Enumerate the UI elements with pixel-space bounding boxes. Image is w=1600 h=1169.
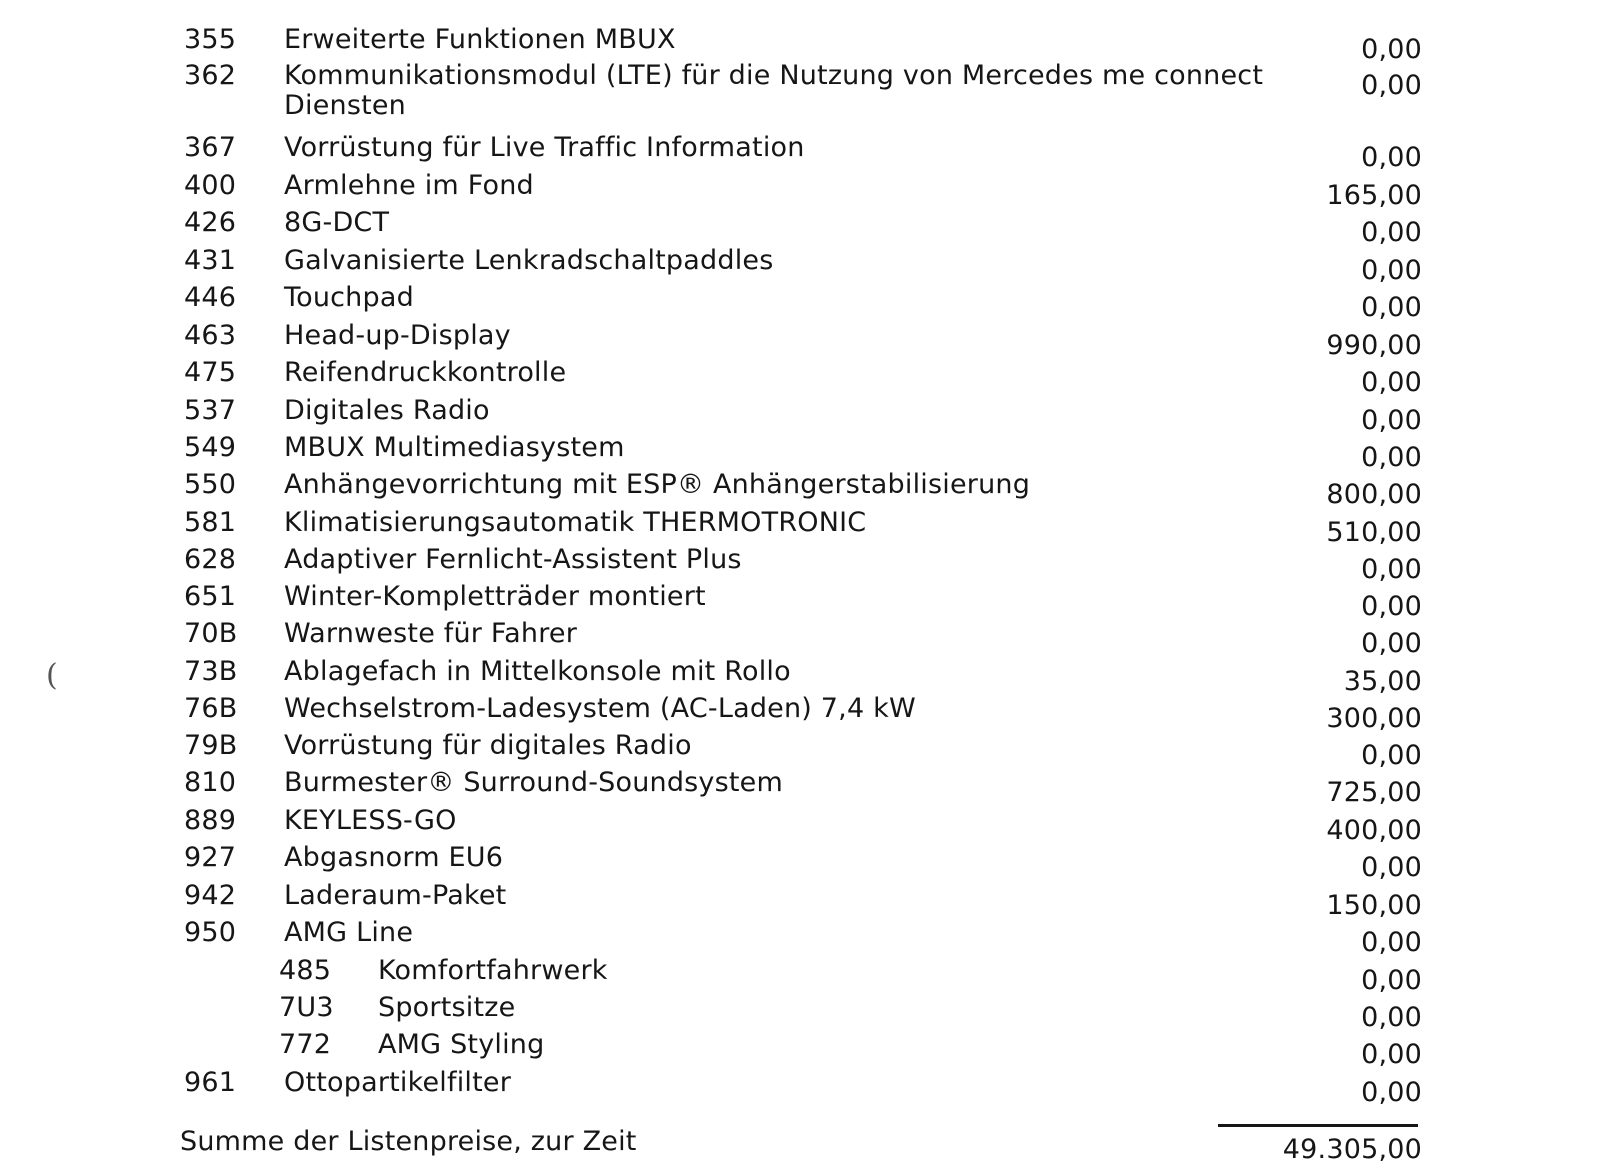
option-description: Adaptiver Fernlicht-Assistent Plus (284, 544, 742, 575)
option-row (0, 917, 1600, 958)
option-price: 0,00 (1361, 591, 1422, 622)
option-code: 446 (184, 282, 237, 313)
summary-value: 49.305,00 (1282, 1134, 1422, 1165)
option-row (0, 1029, 1600, 1070)
option-price: 0,00 (1361, 217, 1422, 248)
option-price: 0,00 (1361, 405, 1422, 436)
option-description: Burmester® Surround-Soundsystem (284, 767, 783, 798)
option-code: 889 (184, 805, 237, 836)
option-row (0, 805, 1600, 846)
option-row (0, 60, 1600, 121)
option-price: 0,00 (1361, 34, 1422, 65)
option-code: 400 (184, 170, 237, 201)
option-description: Laderaum-Paket (284, 880, 507, 911)
option-description: Reifendruckkontrolle (284, 357, 567, 388)
option-price: 0,00 (1361, 852, 1422, 883)
sum-rule (1218, 1124, 1418, 1127)
option-code: 355 (184, 24, 237, 55)
option-row (0, 469, 1600, 510)
option-description: Abgasnorm EU6 (284, 842, 504, 873)
option-code: 485 (279, 955, 332, 986)
option-row (0, 207, 1600, 248)
option-description: Galvanisierte Lenkradschaltpaddles (284, 245, 774, 276)
option-row (0, 581, 1600, 622)
option-row (0, 24, 1600, 65)
option-price: 0,00 (1361, 142, 1422, 173)
option-row (0, 245, 1600, 286)
option-description: Winter-Kompletträder montiert (284, 581, 706, 612)
option-code: 628 (184, 544, 237, 575)
option-price: 800,00 (1326, 479, 1422, 510)
option-description: Head-up-Display (284, 320, 511, 351)
option-price: 0,00 (1361, 255, 1422, 286)
option-code: 549 (184, 432, 237, 463)
option-description: Wechselstrom-Ladesystem (AC-Laden) 7,4 kW (284, 693, 916, 724)
option-price: 0,00 (1361, 927, 1422, 958)
option-row (0, 730, 1600, 771)
option-price: 400,00 (1326, 815, 1422, 846)
option-row (0, 880, 1600, 921)
option-price: 165,00 (1326, 180, 1422, 211)
option-price: 0,00 (1361, 70, 1422, 101)
option-description: Vorrüstung für Live Traffic Information (284, 132, 805, 163)
option-description: Erweiterte Funktionen MBUX (284, 24, 676, 55)
option-row (0, 1067, 1600, 1108)
option-row (0, 132, 1600, 173)
option-price: 35,00 (1343, 666, 1422, 697)
option-code: 70B (184, 618, 238, 649)
option-description: Ottopartikelfilter (284, 1067, 512, 1098)
option-price: 0,00 (1361, 292, 1422, 323)
option-description: Anhängevorrichtung mit ESP® Anhängerstabilisierung (284, 469, 1031, 500)
margin-mark: ( (46, 658, 58, 693)
option-row (0, 693, 1600, 734)
option-code: 927 (184, 842, 237, 873)
option-row (0, 320, 1600, 361)
option-row (0, 432, 1600, 473)
option-row (0, 544, 1600, 585)
option-price: 0,00 (1361, 740, 1422, 771)
option-row (0, 992, 1600, 1033)
option-row (0, 507, 1600, 548)
option-description: Armlehne im Fond (284, 170, 534, 201)
option-description: KEYLESS-GO (284, 805, 457, 836)
option-description: AMG Line (284, 917, 414, 948)
option-row (0, 395, 1600, 436)
option-description-continued: Diensten (284, 90, 406, 121)
option-code: 76B (184, 693, 238, 724)
option-code: 550 (184, 469, 237, 500)
option-code: 426 (184, 207, 237, 238)
option-price: 0,00 (1361, 367, 1422, 398)
option-price: 990,00 (1326, 330, 1422, 361)
option-code: 463 (184, 320, 237, 351)
option-code: 7U3 (279, 992, 334, 1023)
option-description: Vorrüstung für digitales Radio (284, 730, 692, 761)
option-price: 0,00 (1361, 1077, 1422, 1108)
option-code: 73B (184, 656, 238, 687)
option-code: 950 (184, 917, 237, 948)
option-row (0, 170, 1600, 211)
option-price: 0,00 (1361, 1039, 1422, 1070)
option-row (0, 618, 1600, 659)
option-description: Warnweste für Fahrer (284, 618, 578, 649)
option-price: 300,00 (1326, 703, 1422, 734)
option-description: Komfortfahrwerk (378, 955, 608, 986)
option-price: 0,00 (1361, 1002, 1422, 1033)
option-row (0, 282, 1600, 323)
option-row (0, 767, 1600, 808)
option-price: 0,00 (1361, 628, 1422, 659)
option-description: 8G-DCT (284, 207, 390, 238)
option-code: 537 (184, 395, 237, 426)
option-description: Klimatisierungsautomatik THERMOTRONIC (284, 507, 867, 538)
option-code: 367 (184, 132, 237, 163)
option-code: 651 (184, 581, 237, 612)
option-description: Touchpad (284, 282, 414, 313)
option-code: 961 (184, 1067, 237, 1098)
option-row (0, 656, 1600, 697)
option-code: 431 (184, 245, 237, 276)
option-code: 581 (184, 507, 237, 538)
option-price: 0,00 (1361, 965, 1422, 996)
option-row (0, 955, 1600, 996)
option-code: 942 (184, 880, 237, 911)
option-code: 772 (279, 1029, 332, 1060)
summary-label: Summe der Listenpreise, zur Zeit (180, 1126, 637, 1157)
option-row (0, 357, 1600, 398)
option-code: 810 (184, 767, 237, 798)
option-price: 0,00 (1361, 554, 1422, 585)
option-price: 725,00 (1326, 777, 1422, 808)
option-description: AMG Styling (378, 1029, 545, 1060)
option-price: 510,00 (1326, 517, 1422, 548)
option-code: 362 (184, 60, 237, 91)
option-price: 0,00 (1361, 442, 1422, 473)
option-description: Sportsitze (378, 992, 516, 1023)
option-code: 475 (184, 357, 237, 388)
option-description: MBUX Multimediasystem (284, 432, 625, 463)
option-code: 79B (184, 730, 238, 761)
option-description: Ablagefach in Mittelkonsole mit Rollo (284, 656, 791, 687)
option-description: Digitales Radio (284, 395, 490, 426)
option-description: Kommunikationsmodul (LTE) für die Nutzung von Mercedes me connect (284, 60, 1264, 91)
option-row (0, 842, 1600, 883)
option-price: 150,00 (1326, 890, 1422, 921)
